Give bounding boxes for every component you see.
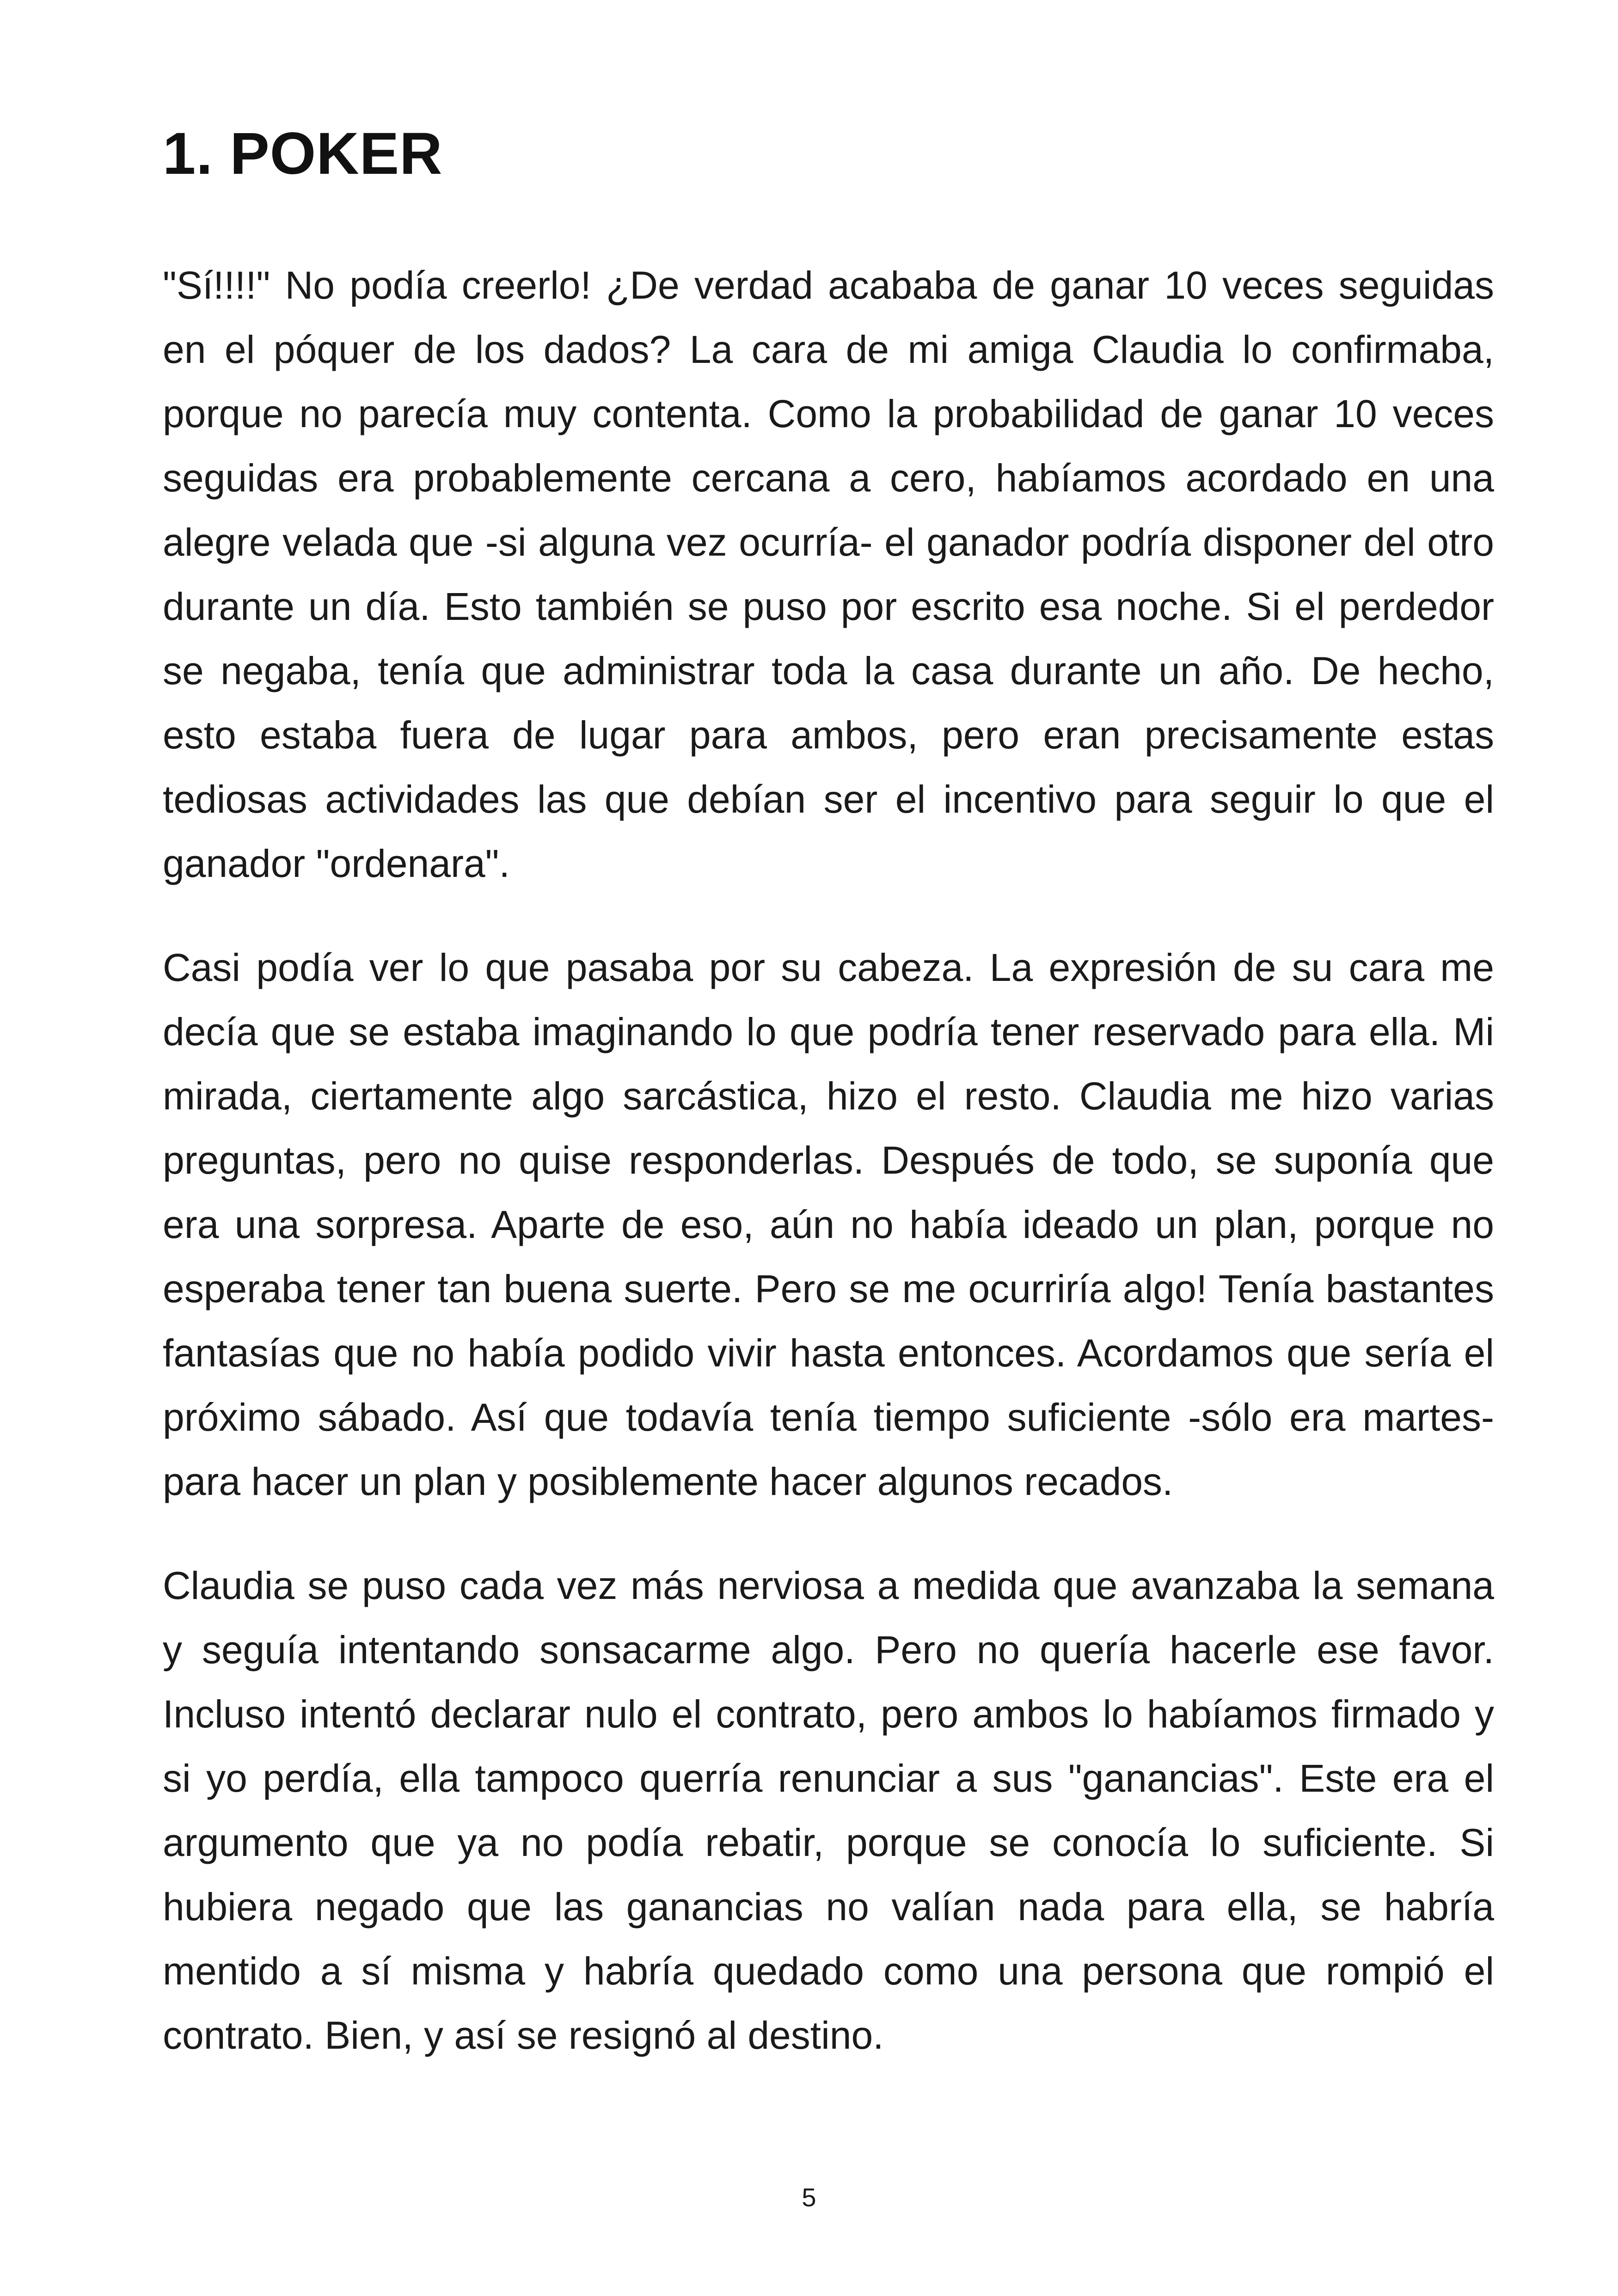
page-number: 5 bbox=[802, 2183, 816, 2212]
chapter-title: 1. POKER bbox=[163, 121, 443, 187]
paragraph-1: "Sí!!!!" No podía creerlo! ¿De verdad acababa de ganar 10 veces seguidas en el póquer de los dados? La cara de mi amiga Claudia lo confirmaba, porque no parecía muy contenta. Como la probabilidad de ganar 10 veces seguidas era probablemente cercana a cero, habíamos acordado en una alegre velada que -si alguna vez ocurría- el ganador podría disponer del otro durante un día. Esto también se puso por escrito esa noche. Si el perdedor se negaba, tenía que administrar toda la casa durante un año. De hecho, esto estaba fuera de lugar para ambos, pero eran precisamente estas tediosas actividades las que debían ser el incentivo para seguir lo que el ganador "ordenara". bbox=[163, 263, 1494, 885]
chapter-body bbox=[163, 253, 1494, 2107]
paragraph-2: Casi podía ver lo que pasaba por su cabeza. La expresión de su cara me decía que se estaba imaginando lo que podría tener reservado para ella. Mi mirada, ciertamente algo sarcástica, hizo el resto. Claudia me hizo varias preguntas, pero no quise responderlas. Después de todo, se suponía que era una sorpresa. Aparte de eso, aún no había ideado un plan, porque no esperaba tener tan buena suerte. Pero se me ocurriría algo! Tenía bastantes fantasías que no había podido vivir hasta entonces. Acordamos que sería el próximo sábado. Así que todavía tenía tiempo suficiente -sólo era martes- para hacer un plan y posiblemente hacer algunos recados. bbox=[163, 946, 1494, 1503]
paragraph-3: Claudia se puso cada vez más nerviosa a medida que avanzaba la semana y seguía intentando sonsacarme algo. Pero no quería hacerle ese favor. Incluso intentó declarar nulo el contrato, pero ambos lo habíamos firmado y si yo perdía, ella tampoco querría renunciar a sus "ganancias". Este era el argumento que ya no podía rebatir, porque se conocía lo suficiente. Si hubiera negado que las ganancias no valían nada para ella, se habría mentido a sí misma y habría quedado como una persona que rompió el contrato. Bien, y así se resignó al destino. bbox=[163, 1564, 1494, 2057]
